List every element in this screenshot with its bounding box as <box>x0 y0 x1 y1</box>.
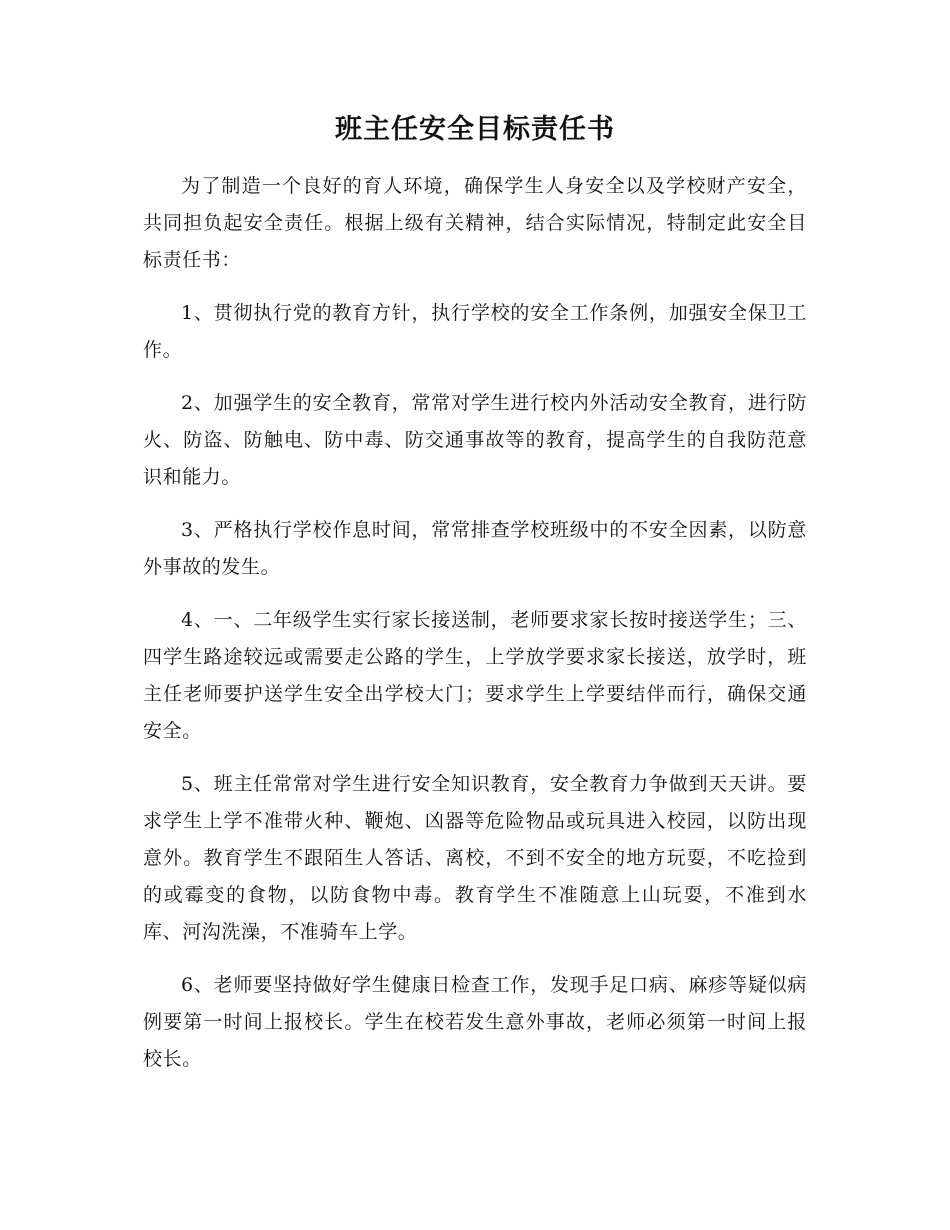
document-body <box>143 168 807 1094</box>
paragraph-item-4: 4、一、二年级学生实行家长接送制，老师要求家长按时接送学生；三、四学生路途较远或需要走公路的学生，上学放学要求家长接送，放学时，班主任老师要护送学生安全出学校大门；要求学生上学要结伴而行，确保交通安全。 <box>143 609 807 742</box>
paragraph-item-1: 1、贯彻执行党的教育方针，执行学校的安全工作条例，加强安全保卫工作。 <box>143 302 807 361</box>
document-title: 班主任安全目标责任书 <box>335 114 615 145</box>
paragraph-intro: 为了制造一个良好的育人环境，确保学生人身安全以及学校财产安全，共同担负起安全责任。根据上级有关精神，结合实际情况，特制定此安全目标责任书： <box>143 175 807 271</box>
paragraph-item-2: 2、加强学生的安全教育，常常对学生进行校内外活动安全教育，进行防火、防盗、防触电、防中毒、防交通事故等的教育，提高学生的自我防范意识和能力。 <box>143 392 807 488</box>
paragraph-item-3: 3、严格执行学校作息时间，常常排查学校班级中的不安全因素，以防意外事故的发生。 <box>143 519 807 578</box>
paragraph-item-5: 5、班主任常常对学生进行安全知识教育，安全教育力争做到天天讲。要求学生上学不准带火种、鞭炮、凶器等危险物品或玩具进入校园，以防出现意外。教育学生不跟陌生人答话、离校，不到不安全的地方玩耍，不吃捡到的或霉变的食物，以防食物中毒。教育学生不准随意上山玩耍，不准到水库、河沟洗澡，不准骑车上学。 <box>143 773 807 943</box>
paragraph-item-6: 6、老师要坚持做好学生健康日检查工作，发现手足口病、麻疹等疑似病例要第一时间上报校长。学生在校若发生意外事故，老师必须第一时间上报校长。 <box>143 974 807 1070</box>
